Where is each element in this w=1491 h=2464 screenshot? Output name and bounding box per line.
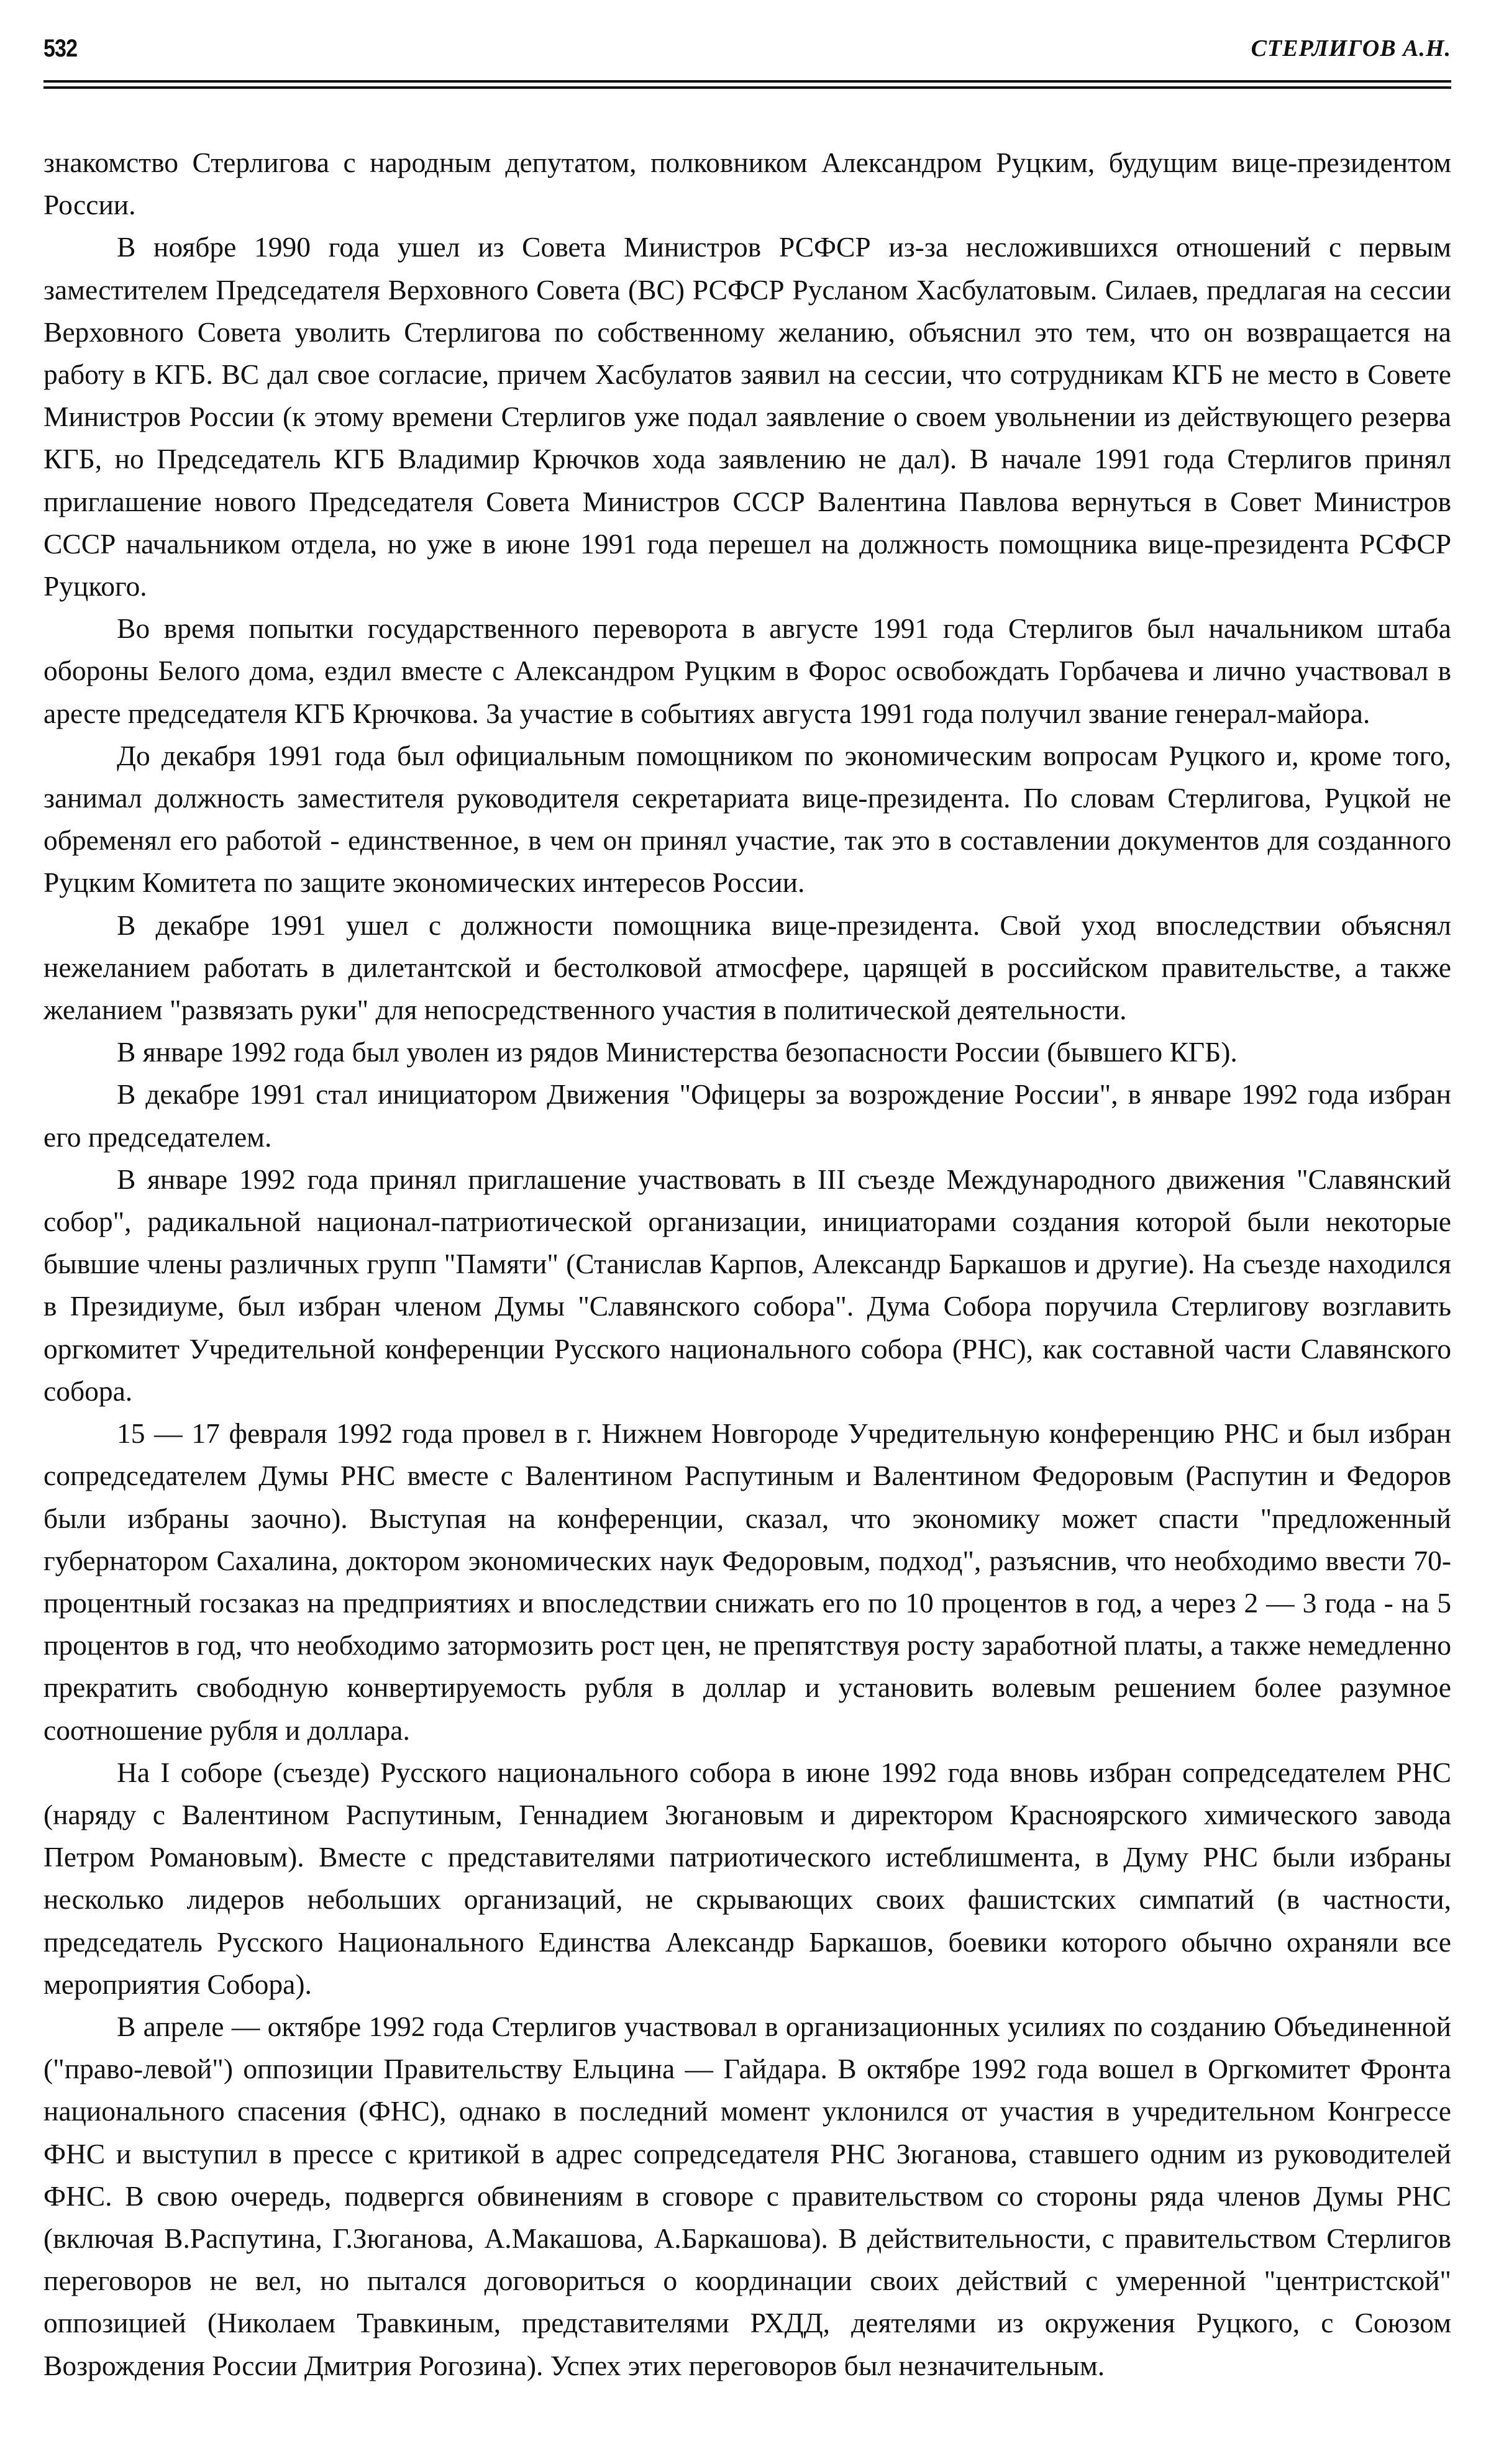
running-head — [43, 30, 1451, 67]
paragraph: В декабре 1991 ушел с должности помощника вице-президента. Свой уход впоследствии объяснял нежеланием работать в дилетантской и бестолковой атмосфере, царящей в российском правительстве, а также желанием "развязать руки" для непосредственного участия в политической деятельности. — [43, 909, 1451, 1026]
paragraph: На I соборе (съезде) Русского национального собора в июне 1992 года вновь избран сопредседателем РНС (наряду с Валентином Распутиным, Геннадием Зюгановым и директором Красноярского химического завода Петром Романовым). Вместе с представителями патриотического истеблишмента, в Думу РНС были избраны несколько лидеров небольших организаций, не скрывающих своих фашистских симпатий (в частности, председатель Русского Национального Единства Александр Баркашов, боевики которого обычно охраняли все мероприятия Собора). — [43, 1756, 1451, 2000]
paragraph: 15 — 17 февраля 1992 года провел в г. Нижнем Новгороде Учредительную конференцию РНС и был избран сопредседателем Думы РНС вместе с Валентином Распутиным и Валентином Федоровым (Распутин и Федоров были избраны заочно). Выступая на конференции, сказал, что экономику может спасти "предложенный губернатором Сахалина, доктором экономических наук Федоровым, подход", разъяснив, что необходимо ввести 70-процентный госзаказ на предприятиях и впоследствии снижать его по 10 процентов в год, а через 2 — 3 года - на 5 процентов в год, что необходимо затормозить рост цен, не препятствуя росту заработной платы, а также немедленно прекратить свободную конвертируемость рубля в доллар и установить волевым решением более разумное соотношение рубля и доллара. — [43, 1417, 1451, 1746]
paragraph: В январе 1992 года был уволен из рядов Министерства безопасности России (бывшего КГБ). — [117, 1036, 1238, 1068]
paragraph: В декабре 1991 стал инициатором Движения "Офицеры за возрождение России", в январе 1992 года избран его председателем. — [43, 1078, 1451, 1153]
paragraph: В январе 1992 года принял приглашение участвовать в III съезде Международного движения "Славянский собор", радикальной национал-патриотической организации, инициаторами создания которой были некоторые бывшие члены различных групп "Памяти" (Станислав Карпов, Александр Баркашов и другие). На съезде находился в Президиуме, был избран членом Думы "Славянского собора". Дума Собора поручила Стерлигову возглавить оргкомитет Учредительной конференции Русского национального собора (РНС), как составной части Славянского собора. — [43, 1163, 1451, 1407]
header-rule-top — [43, 80, 1451, 83]
page-number: 532 — [43, 35, 78, 62]
paragraph: Во время попытки государственного переворота в августе 1991 года Стерлигов был начальником штаба обороны Белого дома, ездил вместе с Александром Руцким в Форос освобождать Горбачева и лично участвовал в аресте председателя КГБ Крючкова. За участие в событиях августа 1991 года получил звание генерал-майора. — [43, 612, 1451, 729]
paragraph: До декабря 1991 года был официальным помощником по экономическим вопросам Руцкого и, кроме того, занимал должность заместителя руководителя секретариата вице-президента. По словам Стерлигова, Руцкой не обременял его работой - единственное, в чем он принял участие, так это в составлении документов для созданного Руцким Комитета по защите экономических интересов России. — [43, 739, 1451, 899]
header-rule-bottom — [43, 86, 1451, 89]
running-title: СТЕРЛИГОВ А.Н. — [1251, 35, 1451, 61]
paragraph-continued: знакомство Стерлигова с народным депутатом, полковником Александром Руцким, будущим вице-президентом России. — [43, 147, 1451, 221]
paragraph: В апреле — октябре 1992 года Стерлигов участвовал в организационных усилиях по созданию Объединенной ("право-левой") оппозиции Правительству Ельцина — Гайдара. В октябре 1992 года вошел в Оргкомитет Фронта национального спасения (ФНС), однако в последний момент уклонился от участия в учредительном Конгрессе ФНС и выступил в прессе с критикой в адрес сопредседателя РНС Зюганова, ставшего одним из руководителей ФНС. В свою очередь, подвергся обвинениям в сговоре с правительством со стороны ряда членов Думы РНС (включая В.Распутина, Г.Зюганова, А.Макашова, А.Баркашова). В действительности, с правительством Стерлигов переговоров не вел, но пытался договориться о координации своих действий с умеренной "центристской" оппозицией (Николаем Травкиным, представителями РХДД, деятелями из окружения Руцкого, с Союзом Возрождения России Дмитрия Рогозина). Успех этих переговоров был незначительным. — [43, 2010, 1451, 2381]
paragraph: В ноябре 1990 года ушел из Совета Министров РСФСР из-за несложившихся отношений с первым заместителем Председателя Верховного Совета (ВС) РСФСР Русланом Хасбулатовым. Силаев, предлагая на сессии Верховного Совета уволить Стерлигова по собственному желанию, объяснил это тем, что он возвращается на работу в КГБ. ВС дал свое согласие, причем Хасбулатов заявил на сессии, что сотрудникам КГБ не место в Совете Министров России (к этому времени Стерлигов уже подал заявление о своем увольнении из действующего резерва КГБ, но Председатель КГБ Владимир Крючков хода заявлению не дал). В начале 1991 года Стерлигов принял приглашение нового Председателя Совета Министров СССР Валентина Павлова вернуться в Совет Министров СССР начальником отдела, но уже в июне 1991 года перешел на должность помощника вице-президента РСФСР Руцкого. — [43, 231, 1451, 602]
body-text — [43, 142, 1451, 2387]
